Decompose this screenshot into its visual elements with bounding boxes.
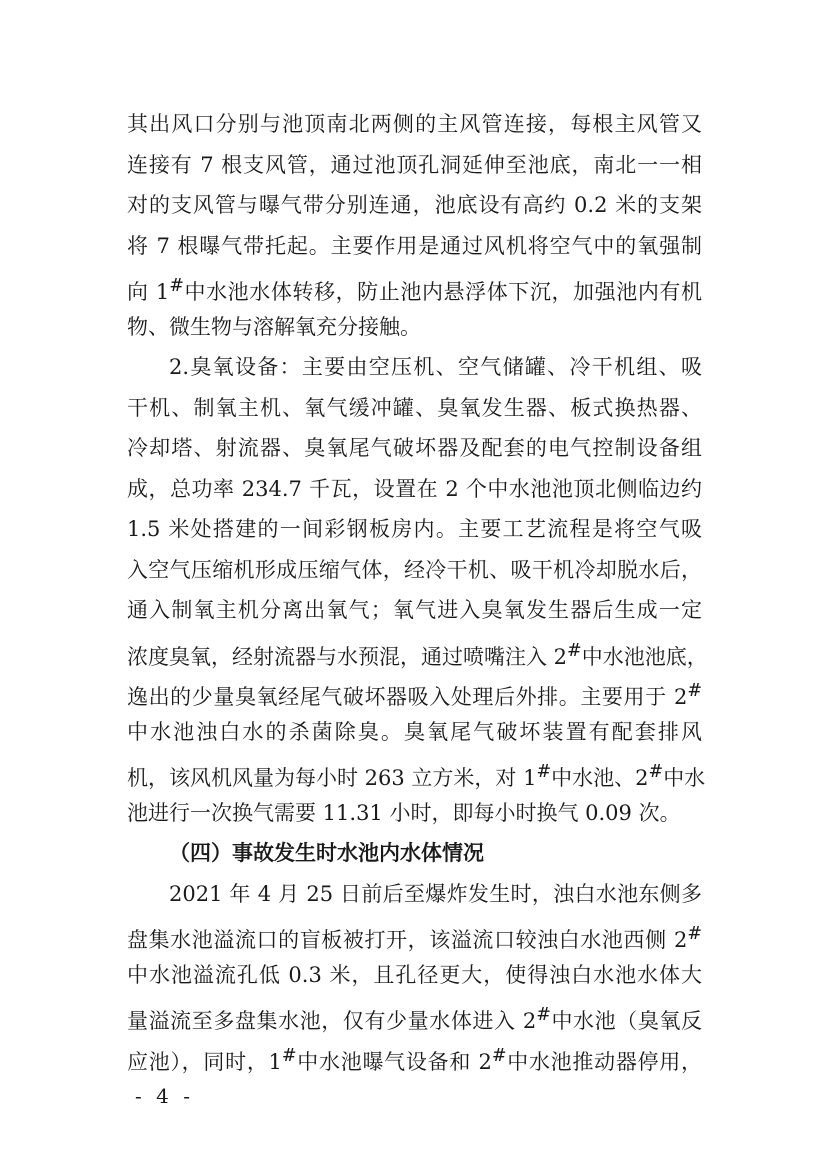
paragraph-line: 将 7 根曝气带托起。主要作用是通过风机将空气中的氧强制 xyxy=(127,233,702,258)
paragraph-line: 干机、制氧主机、氧气缓冲罐、臭氧发生器、板式换热器、 xyxy=(127,395,702,420)
paragraph-line: 2021 年 4 月 25 日前后至爆炸发生时，浊白水池东侧多 xyxy=(169,881,702,906)
paragraph-line: 对的支风管与曝气带分别连通，池底设有高约 0.2 米的支架 xyxy=(127,193,702,217)
section-heading: （四）事故发生时水池内水体情况 xyxy=(169,840,484,865)
paragraph-line: 中水池浊白水的杀菌除臭。臭氧尾气破坏装置有配套排风 xyxy=(127,719,702,744)
paragraph-line: 池进行一次换气需要 11.31 小时，即每小时换气 0.09 次。 xyxy=(127,800,681,825)
paragraph-line: 浓度臭氧，经射流器与水预混，通过喷嘴注入 2#中水池池底， xyxy=(127,640,708,669)
paragraph-line: 机，该风机风量为每小时 263 立方米，对 1#中水池、2#中水 xyxy=(127,762,706,790)
paragraph-line: 逸出的少量臭氧经尾气破坏器吸入处理后外排。主要用于 2# xyxy=(127,681,702,709)
paragraph-line: 向 1#中水池水体转移，防止池内悬浮体下沉，加强池内有机 xyxy=(127,276,702,304)
paragraph-line: 2.臭氧设备：主要由空压机、空气储罐、冷干机组、吸 xyxy=(169,355,702,379)
paragraph-line: 中水池溢流孔低 0.3 米，且孔径更大，使得浊白水池水体大 xyxy=(127,962,702,987)
paragraph-line: 1.5 米处搭建的一间彩钢板房内。主要工艺流程是将空气吸 xyxy=(127,517,702,541)
paragraph-line: 其出风口分别与池顶南北两侧的主风管连接，每根主风管又 xyxy=(127,112,702,136)
paragraph-line: 冷却塔、射流器、臭氧尾气破坏器及配套的电气控制设备组 xyxy=(127,436,702,460)
paragraph-line: 连接有 7 根支风管，通过池顶孔洞延伸至池底，南北一一相 xyxy=(127,152,702,177)
body-text xyxy=(127,104,708,1076)
page-number: - 4 - xyxy=(135,1084,194,1108)
paragraph-line: 应池），同时，1#中水池曝气设备和 2#中水池推动器停用， xyxy=(127,1045,702,1074)
paragraph-line: 通入制氧主机分离出氧气；氧气进入臭氧发生器后生成一定 xyxy=(127,598,702,622)
paragraph-line: 量溢流至多盘集水池，仅有少量水体进入 2#中水池（臭氧反 xyxy=(127,1005,702,1033)
paragraph-line: 物、微生物与溶解氧充分接触。 xyxy=(127,314,421,339)
paragraph-line: 盘集水池溢流口的盲板被打开，该溢流口较浊白水池西侧 2# xyxy=(127,924,702,952)
paragraph-line: 成，总功率 234.7 千瓦，设置在 2 个中水池池顶北侧临边约 xyxy=(127,476,702,501)
paragraph-line: 入空气压缩机形成压缩气体，经冷干机、吸干机冷却脱水后， xyxy=(127,557,702,582)
